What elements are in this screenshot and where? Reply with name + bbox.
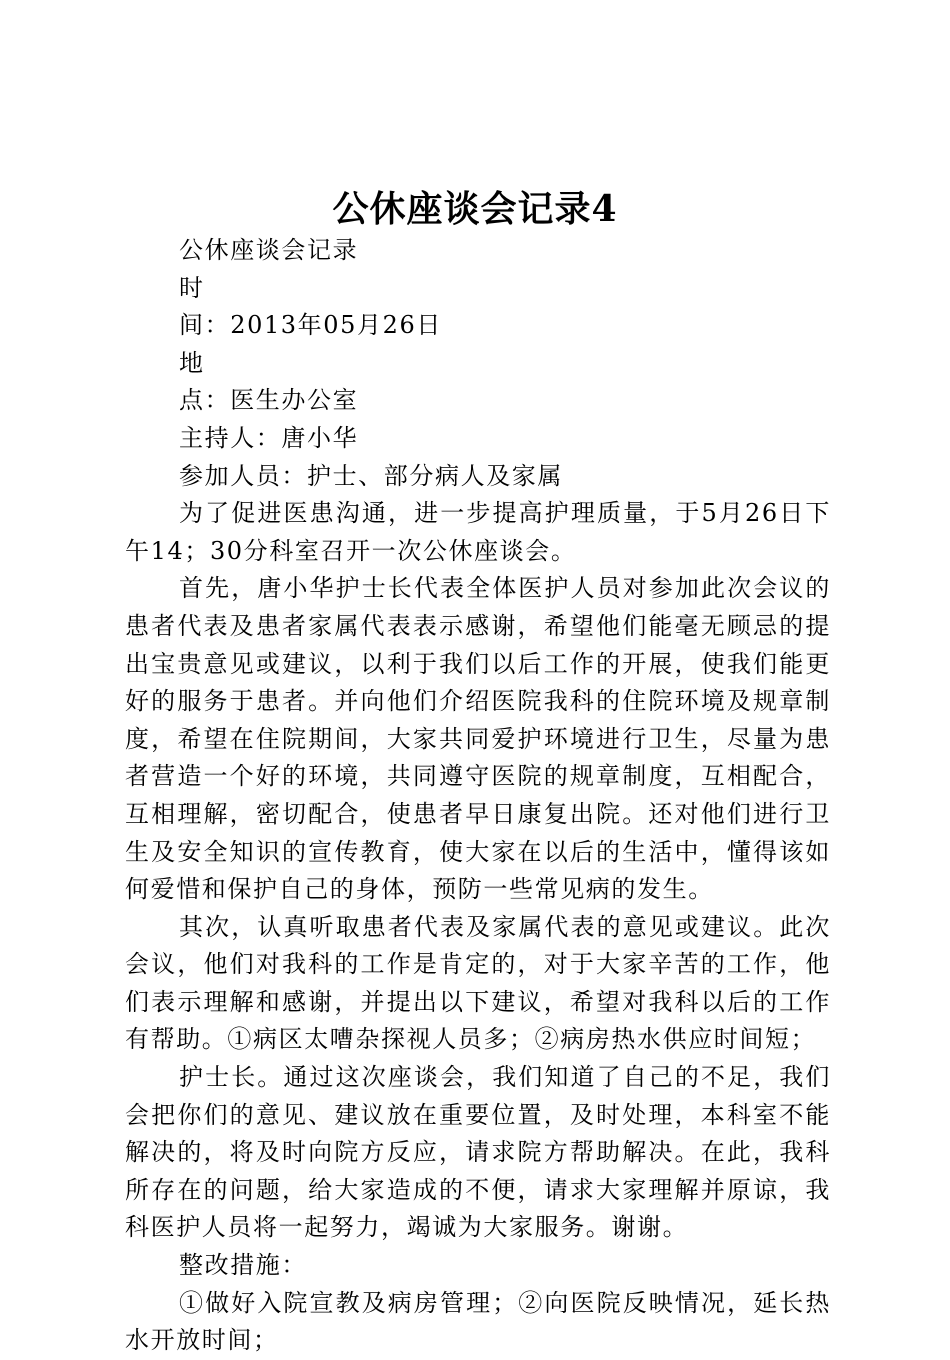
meta-line-time: 间：2013年05月26日 [179,311,442,340]
meta-line-host: 主持人：唐小华 [179,423,359,452]
paragraph-second: 其次，认真听取患者代表及家属代表的意见或建议。此次会议，他们对我科的工作是肯定的，对于大家辛苦的工作，他们表示理解和感谢，并提出以下建议，希望对我科以后的工作有帮助。①病区太嘈杂探视人员多；②病房热水供应时间短； [125,912,831,1054]
paragraph-measures-heading: 整改措施： [179,1251,307,1280]
paragraph-intro: 为了促进医患沟通，进一步提高护理质量，于5月26日下午14；30分科室召开一次公休座谈会。 [125,499,831,565]
document-title: 公休座谈会记录4 [332,188,618,230]
meta-line-heading: 公休座谈会记录 [179,236,359,264]
paragraph-head-nurse: 护士长。通过这次座谈会，我们知道了自己的不足，我们会把你们的意见、建议放在重要位置，及时处理，本科室不能解决的，将及时向院方反应，请求院方帮助解决。在此，我科所存在的问题，给大家造成的不便，请求大家理解并原谅，我科医护人员将一起努力，竭诚为大家服务。谢谢。 [125,1063,831,1242]
meta-line-time-label: 时 [179,273,205,302]
document-body [125,232,831,1360]
meta-line-place-label: 地 [179,348,205,377]
meta-line-place: 点：医生办公室 [179,386,359,415]
paragraph-first: 首先，唐小华护士长代表全体医护人员对参加此次会议的患者代表及患者家属代表表示感谢，希望他们能毫无顾忌的提出宝贵意见或建议，以利于我们以后工作的开展，使我们能更好的服务于患者。并向他们介绍医院我科的住院环境及规章制度，希望在住院期间，大家共同爱护环境进行卫生，尽量为患者营造一个好的环境，共同遵守医院的规章制度，互相配合，互相理解，密切配合，使患者早日康复出院。还对他们进行卫生及安全知识的宣传教育，使大家在以后的生活中，懂得该如何爱惜和保护自己的身体，预防一些常见病的发生。 [125,574,831,904]
paragraph-measures: ①做好入院宣教及病房管理；②向医院反映情况，延长热水开放时间； [125,1288,831,1355]
meta-line-attendees: 参加人员：护士、部分病人及家属 [179,461,563,490]
